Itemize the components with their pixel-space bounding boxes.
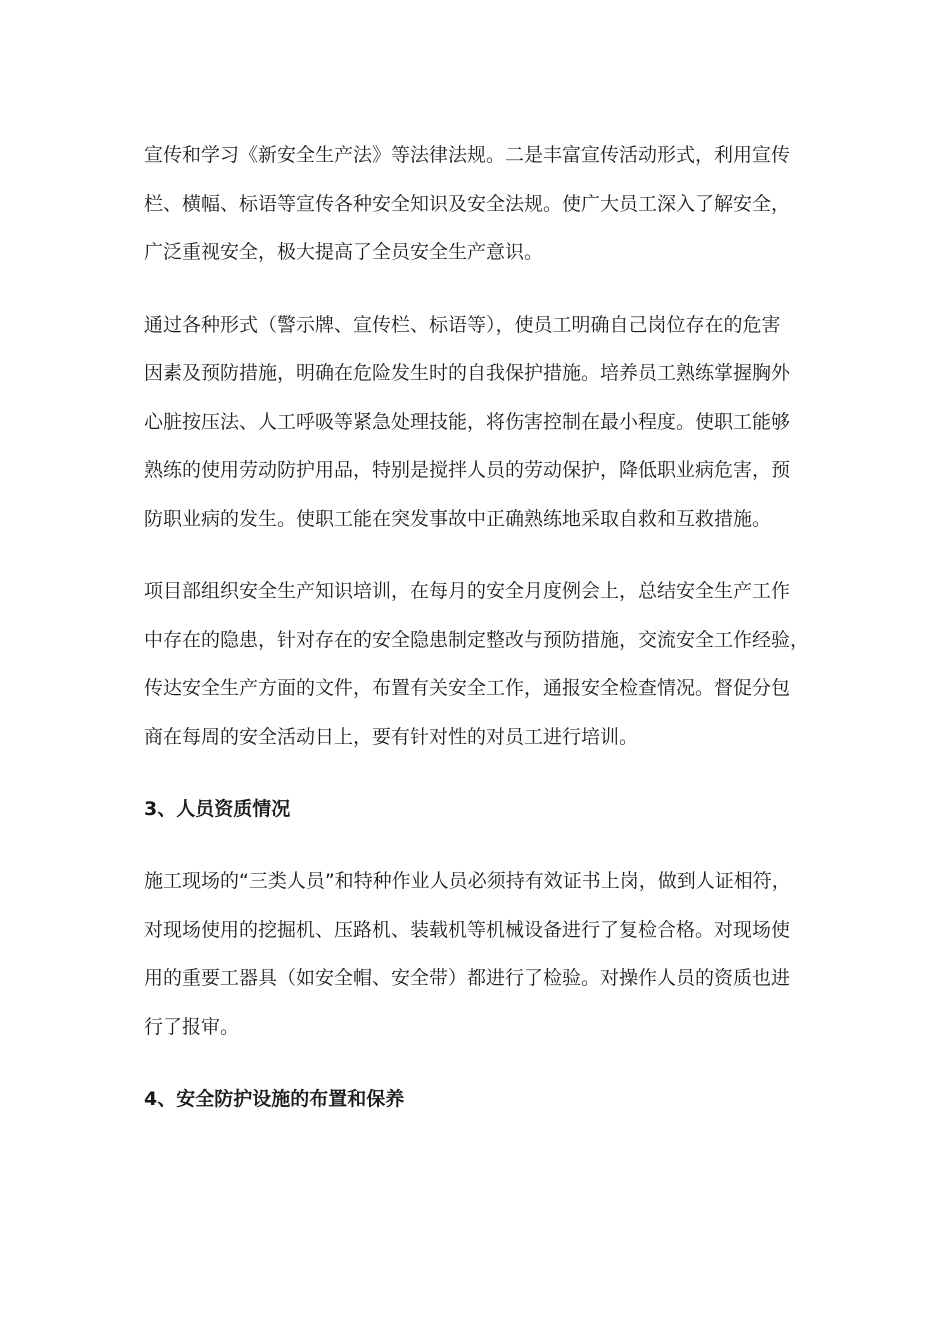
paragraph-spacer	[144, 543, 834, 567]
text-line: 通过各种形式（警示牌、宣传栏、标语等），使员工明确自己岗位存在的危害	[144, 313, 781, 336]
text-line: 用的重要工器具（如安全帽、安全带）都进行了检验。对操作人员的资质也进	[144, 967, 791, 989]
text-line: 行了报审。	[144, 1015, 240, 1038]
paragraph-spacer	[144, 761, 834, 785]
text-line: 因素及预防措施，明确在危险发生时的自我保护措施。培养员工熟练掌握胸外	[144, 362, 791, 384]
paragraph-hazard-awareness	[144, 301, 834, 544]
text-line: 中存在的隐患，针对存在的安全隐患制定整改与预防措施，交流安全工作经验，	[144, 628, 810, 651]
text-line: 熟练的使用劳动防护用品，特别是搅拌人员的劳动保护，降低职业病危害，预	[144, 459, 791, 481]
text-line: 栏、横幅、标语等宣传各种安全知识及安全法规。使广大员工深入了解安全，	[144, 192, 791, 215]
text-line: 项目部组织安全生产知识培训，在每月的安全月度例会上，总结安全生产工作	[144, 580, 791, 602]
paragraph-spacer	[144, 1051, 834, 1075]
document-body	[144, 131, 834, 1123]
text-line: 传达安全生产方面的文件，布置有关安全工作，通报安全检查情况。督促分包	[144, 677, 791, 699]
text-line: 施工现场的“三类人员”和特种作业人员必须持有效证书上岗，做到人证相符，	[144, 870, 791, 892]
paragraph-publicity	[144, 131, 834, 277]
paragraph-spacer	[144, 277, 834, 301]
paragraph-training	[144, 567, 834, 761]
text-line: 对现场使用的挖掘机、压路机、装载机等机械设备进行了复检合格。对现场使	[144, 918, 791, 941]
text-line: 宣传和学习《新安全生产法》等法律法规。二是丰富宣传活动形式，利用宣传	[144, 144, 791, 166]
text-line: 心脏按压法、人工呼吸等紧急处理技能，将伤害控制在最小程度。使职工能够	[144, 410, 791, 433]
text-line: 商在每周的安全活动日上，要有针对性的对员工进行培训。	[144, 725, 639, 748]
text-line: 广泛重视安全，极大提高了全员安全生产意识。	[144, 241, 544, 263]
paragraph-qualification	[144, 857, 834, 1051]
text-line: 防职业病的发生。使职工能在突发事故中正确熟练地采取自救和互救措施。	[144, 507, 772, 530]
paragraph-spacer	[144, 833, 834, 857]
section-heading-personnel-qualification: 3、人员资质情况	[144, 798, 291, 820]
section-heading-safety-facilities: 4、安全防护设施的布置和保养	[144, 1088, 405, 1110]
